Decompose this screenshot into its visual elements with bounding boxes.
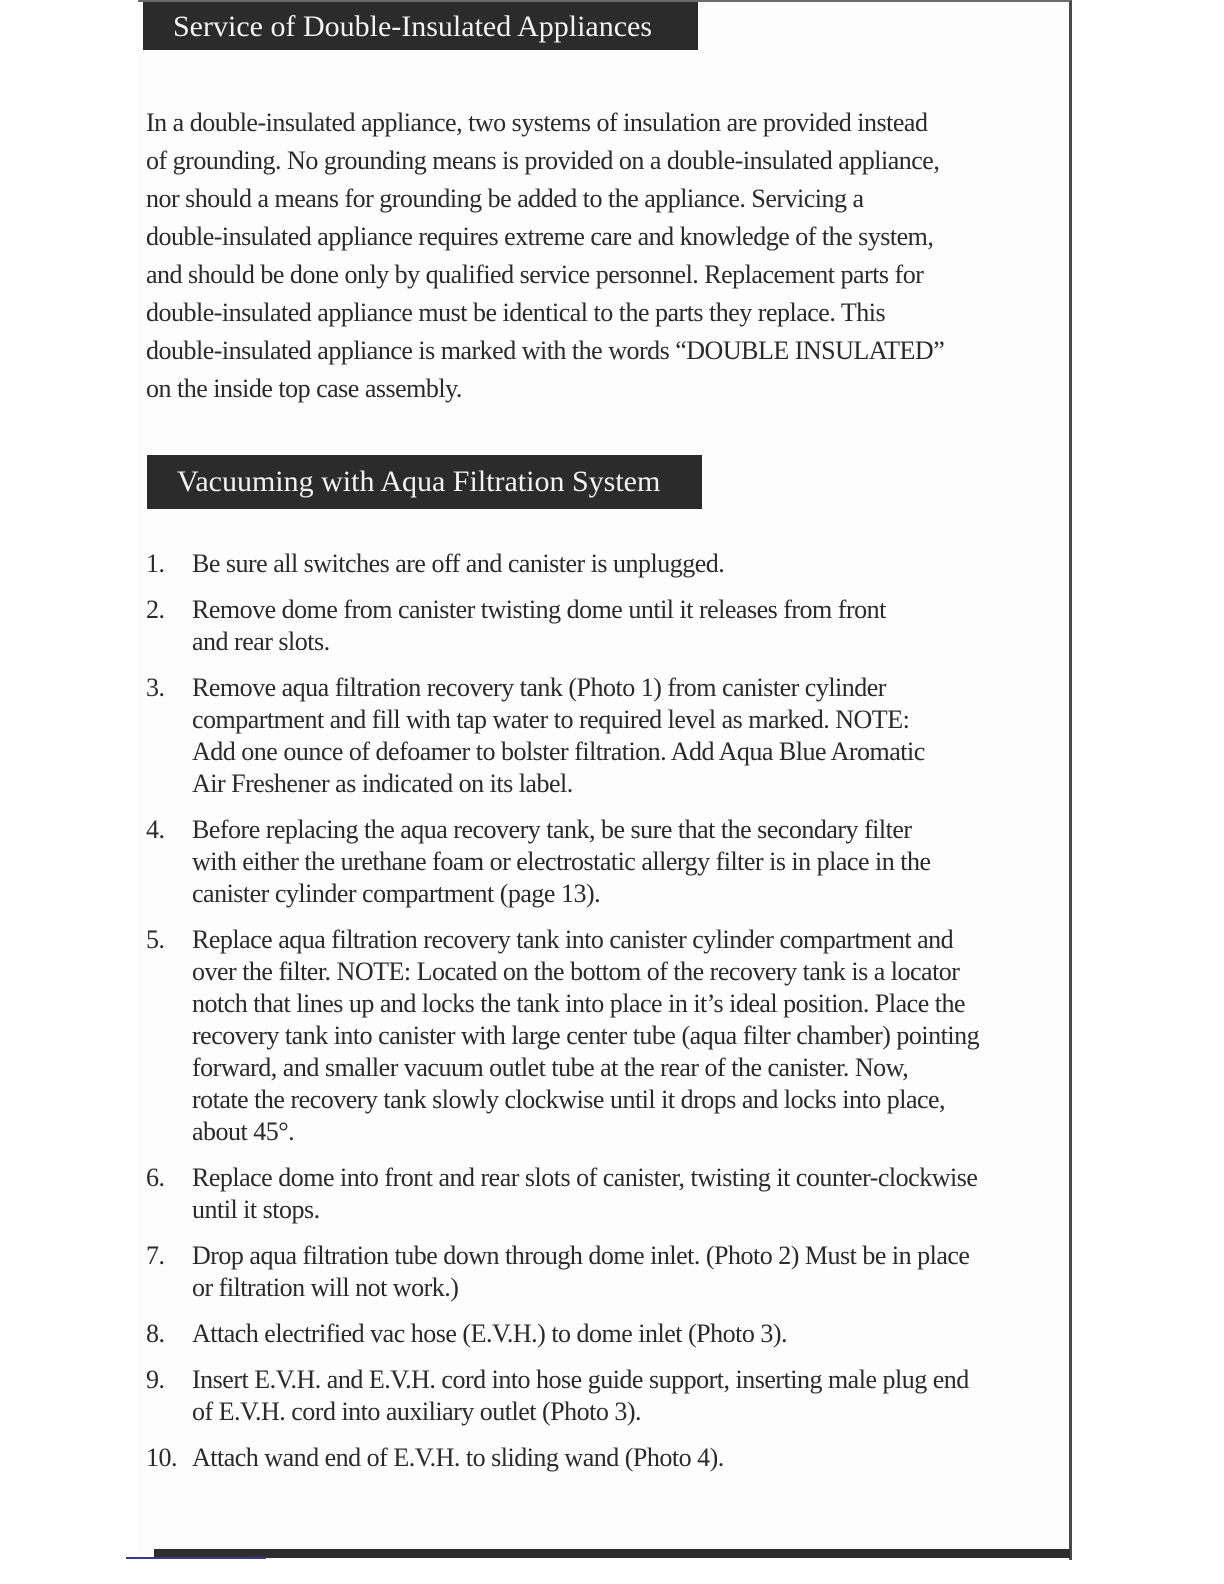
step-text-line: forward, and smaller vacuum outlet tube at the rear of the canister. Now, [192, 1053, 909, 1082]
step-number: 1. [146, 549, 165, 578]
step-number: 9. [146, 1365, 165, 1394]
step-text-line: Remove aqua filtration recovery tank (Photo 1) from canister cylinder [192, 673, 886, 702]
step-text-line: Attach wand end of E.V.H. to sliding wand (Photo 4). [192, 1443, 724, 1472]
paragraph-line: In a double-insulated appliance, two systems of insulation are provided instead [146, 108, 928, 137]
instruction-step [146, 924, 1006, 1148]
paragraph-line: double-insulated appliance requires extreme care and knowledge of the system, [146, 222, 934, 251]
instruction-steps-list [146, 548, 1006, 1488]
paragraph-line: of grounding. No grounding means is provided on a double-insulated appliance, [146, 146, 940, 175]
paragraph-line: and should be done only by qualified service personnel. Replacement parts for [146, 260, 924, 289]
step-text-line: rotate the recovery tank slowly clockwise until it drops and locks into place, [192, 1085, 946, 1114]
step-number: 2. [146, 595, 165, 624]
paragraph-line: double-insulated appliance must be identical to the parts they replace. This [146, 298, 886, 327]
step-number: 5. [146, 925, 165, 954]
instruction-step [146, 1162, 1006, 1226]
instruction-step [146, 1364, 1006, 1428]
step-text-line: Drop aqua filtration tube down through dome inlet. (Photo 2) Must be in place [192, 1241, 970, 1270]
instruction-step [146, 1318, 1006, 1350]
instruction-step [146, 1240, 1006, 1304]
section-heading-service: Service of Double-Insulated Appliances [143, 2, 698, 50]
step-number: 4. [146, 815, 165, 844]
step-text-line: notch that lines up and locks the tank into place in it’s ideal position. Place the [192, 989, 965, 1018]
step-text-line: until it stops. [192, 1195, 320, 1224]
section-heading-vacuuming: Vacuuming with Aqua Filtration System [147, 455, 702, 509]
step-number: 7. [146, 1241, 165, 1270]
step-text-line: Remove dome from canister twisting dome until it releases from front [192, 595, 886, 624]
step-text-line: canister cylinder compartment (page 13). [192, 879, 601, 908]
step-text-line: recovery tank into canister with large center tube (aqua filter chamber) pointing [192, 1021, 980, 1050]
paragraph-line: on the inside top case assembly. [146, 374, 462, 403]
step-text-line: Before replacing the aqua recovery tank, be sure that the secondary filter [192, 815, 912, 844]
step-text-line: compartment and fill with tap water to required level as marked. NOTE: [192, 705, 910, 734]
service-paragraph [146, 104, 976, 408]
step-number: 8. [146, 1319, 165, 1348]
step-text-line: with either the urethane foam or electrostatic allergy filter is in place in the [192, 847, 931, 876]
bottom-rule [154, 1549, 1070, 1558]
step-text-line: of E.V.H. cord into auxiliary outlet (Photo 3). [192, 1397, 642, 1426]
step-number: 6. [146, 1163, 165, 1192]
instruction-step [146, 672, 1006, 800]
paragraph-line: nor should a means for grounding be added to the appliance. Servicing a [146, 184, 864, 213]
instruction-step [146, 814, 1006, 910]
instruction-step [146, 1442, 1006, 1474]
step-number: 3. [146, 673, 165, 702]
step-text-line: Add one ounce of defoamer to bolster filtration. Add Aqua Blue Aromatic [192, 737, 925, 766]
paragraph-line: double-insulated appliance is marked with the words “DOUBLE INSULATED” [146, 336, 945, 365]
step-text-line: Replace aqua filtration recovery tank into canister cylinder compartment and [192, 925, 954, 954]
step-text-line: about 45°. [192, 1117, 295, 1146]
step-number: 10. [146, 1443, 177, 1472]
instruction-step [146, 548, 1006, 580]
step-text-line: and rear slots. [192, 627, 330, 656]
bottom-underline [126, 1557, 266, 1559]
step-text-line: over the filter. NOTE: Located on the bottom of the recovery tank is a locator [192, 957, 960, 986]
step-text-line: Replace dome into front and rear slots of canister, twisting it counter-clockwise [192, 1163, 978, 1192]
step-text-line: Attach electrified vac hose (E.V.H.) to dome inlet (Photo 3). [192, 1319, 788, 1348]
instruction-step [146, 594, 1006, 658]
step-text-line: Air Freshener as indicated on its label. [192, 769, 573, 798]
step-text-line: or filtration will not work.) [192, 1273, 459, 1302]
step-text-line: Insert E.V.H. and E.V.H. cord into hose guide support, inserting male plug end [192, 1365, 969, 1394]
step-text-line: Be sure all switches are off and canister is unplugged. [192, 549, 725, 578]
